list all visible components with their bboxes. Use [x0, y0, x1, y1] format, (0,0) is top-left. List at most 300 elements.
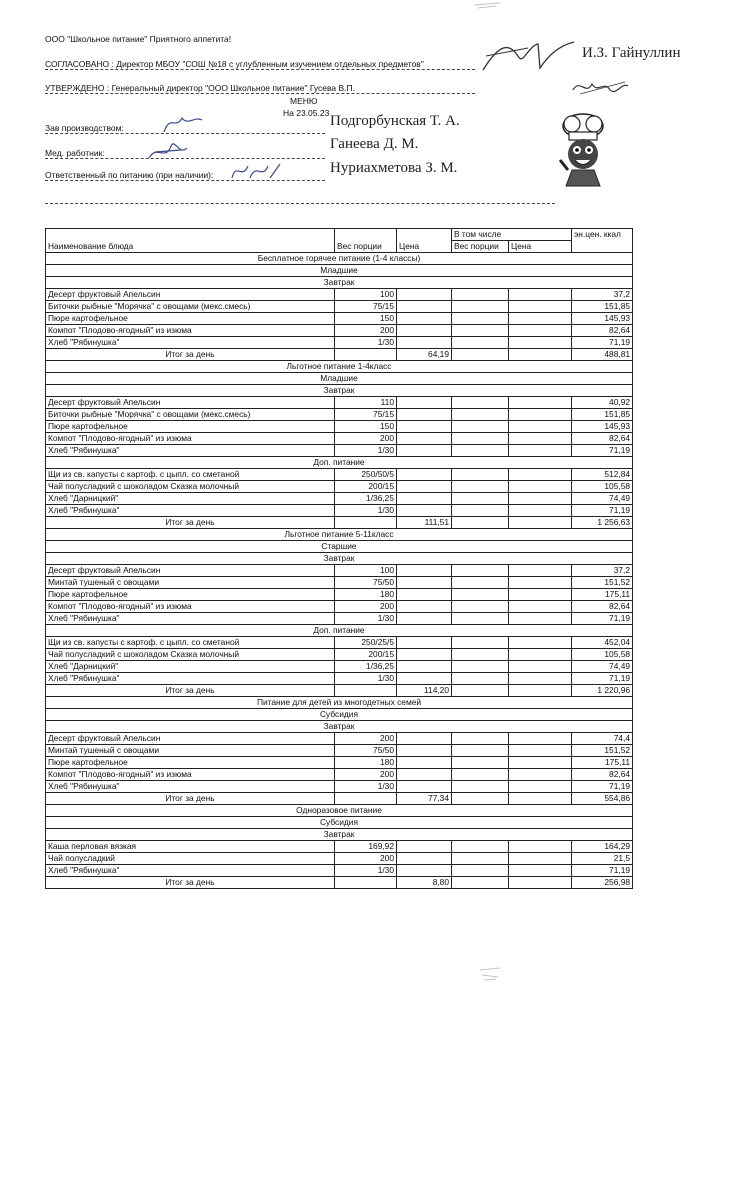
- dish-name-cell: Итог за день: [46, 517, 335, 529]
- section-label: Питание для детей из многодетных семей: [46, 697, 633, 709]
- price-cell: [397, 433, 452, 445]
- faint-stamp-mark: [472, 0, 502, 10]
- section-label: Одноразовое питание: [46, 805, 633, 817]
- sub-price-cell: [509, 649, 572, 661]
- price-cell: [397, 313, 452, 325]
- sub-price-cell: [509, 445, 572, 457]
- sub-price-cell: [509, 637, 572, 649]
- price-cell: [397, 589, 452, 601]
- portion-cell: 100: [335, 289, 397, 301]
- portion-cell: [335, 685, 397, 697]
- energy-cell: 488,81: [572, 349, 633, 361]
- energy-cell: 82,64: [572, 325, 633, 337]
- table-row: [46, 445, 633, 457]
- sub-price-cell: [509, 397, 572, 409]
- price-cell: [397, 481, 452, 493]
- section-label: Завтрак: [46, 829, 633, 841]
- section-label: Субсидия: [46, 817, 633, 829]
- energy-cell: 145,93: [572, 421, 633, 433]
- dish-name-cell: Итог за день: [46, 685, 335, 697]
- menu-title: МЕНЮ: [290, 96, 318, 106]
- dish-name-cell: Компот "Плодово-ягодный" из изюма: [46, 601, 335, 613]
- sub-price-cell: [509, 313, 572, 325]
- price-cell: [397, 337, 452, 349]
- section-label: Субсидия: [46, 709, 633, 721]
- table-row: [46, 769, 633, 781]
- sub-price-cell: [509, 289, 572, 301]
- portion-cell: [335, 877, 397, 889]
- company-line: ООО "Школьное питание" Приятного аппетита!: [45, 34, 232, 44]
- energy-cell: 175,11: [572, 589, 633, 601]
- total-row: [46, 877, 633, 889]
- portion-cell: 110: [335, 397, 397, 409]
- sub-price-cell: [509, 409, 572, 421]
- sub-portion-cell: [452, 661, 509, 673]
- price-cell: [397, 469, 452, 481]
- price-cell: [397, 613, 452, 625]
- dish-name-cell: Чай полусладкий с шоколадом Сказка молочный: [46, 481, 335, 493]
- production-label: Зав производством:: [45, 123, 124, 133]
- sub-price-cell: [509, 337, 572, 349]
- portion-cell: 250/25/5: [335, 637, 397, 649]
- energy-cell: 145,93: [572, 313, 633, 325]
- section-row: [46, 361, 633, 373]
- dish-name-cell: Хлеб "Рябинушка": [46, 673, 335, 685]
- sub-portion-cell: [452, 445, 509, 457]
- energy-cell: 175,11: [572, 757, 633, 769]
- sub-portion-cell: [452, 289, 509, 301]
- price-cell: [397, 757, 452, 769]
- sub-portion-cell: [452, 469, 509, 481]
- energy-cell: 74,49: [572, 493, 633, 505]
- energy-cell: 82,64: [572, 769, 633, 781]
- section-label: Старшие: [46, 541, 633, 553]
- section-row: [46, 817, 633, 829]
- responsible-signature: [228, 158, 283, 184]
- section-row: [46, 277, 633, 289]
- responsible-underline: [45, 180, 325, 181]
- sub-portion-cell: [452, 769, 509, 781]
- dish-name-cell: Каша перловая вязкая: [46, 841, 335, 853]
- price-cell: 8,80: [397, 877, 452, 889]
- sub-portion-cell: [452, 877, 509, 889]
- section-row: [46, 721, 633, 733]
- sub-portion-cell: [452, 397, 509, 409]
- table-row: [46, 409, 633, 421]
- sub-price-cell: [509, 685, 572, 697]
- sub-price-cell: [509, 421, 572, 433]
- energy-cell: 71,19: [572, 673, 633, 685]
- bottom-underline: [45, 203, 555, 204]
- portion-cell: 200: [335, 853, 397, 865]
- sub-portion-cell: [452, 313, 509, 325]
- director-signature: [478, 36, 578, 76]
- portion-cell: 1/30: [335, 337, 397, 349]
- section-label: Завтрак: [46, 277, 633, 289]
- price-cell: [397, 637, 452, 649]
- sub-price-cell: [509, 481, 572, 493]
- agreed-line: СОГЛАСОВАНО : Директор МБОУ "СОШ №18 с углубленным изучением отдельных предметов": [45, 59, 424, 69]
- dish-name-cell: Щи из св. капусты с картоф. с цыпл. со сметаной: [46, 469, 335, 481]
- sub-portion-cell: [452, 577, 509, 589]
- table-row: [46, 745, 633, 757]
- portion-cell: 1/30: [335, 673, 397, 685]
- table-row: [46, 637, 633, 649]
- dish-name-cell: Минтай тушеный с овощами: [46, 745, 335, 757]
- section-row: [46, 265, 633, 277]
- price-cell: [397, 301, 452, 313]
- price-cell: [397, 769, 452, 781]
- section-label: Доп. питание: [46, 457, 633, 469]
- sub-portion-cell: [452, 673, 509, 685]
- header-sub-portion: Вес порции: [452, 241, 509, 253]
- sub-portion-cell: [452, 433, 509, 445]
- header-including: В том числе: [452, 229, 572, 241]
- sub-portion-cell: [452, 745, 509, 757]
- price-cell: [397, 745, 452, 757]
- table-row: [46, 781, 633, 793]
- table-row: [46, 505, 633, 517]
- sub-price-cell: [509, 589, 572, 601]
- responsible-label: Ответственный по питанию (при наличии):: [45, 170, 214, 180]
- sub-portion-cell: [452, 781, 509, 793]
- portion-cell: 1/30: [335, 613, 397, 625]
- sub-price-cell: [509, 841, 572, 853]
- energy-cell: 71,19: [572, 505, 633, 517]
- dish-name-cell: Хлеб "Рябинушка": [46, 445, 335, 457]
- portion-cell: 1/30: [335, 865, 397, 877]
- energy-cell: 105,58: [572, 649, 633, 661]
- table-row: [46, 481, 633, 493]
- table-row: [46, 841, 633, 853]
- sub-portion-cell: [452, 853, 509, 865]
- production-signature: [160, 110, 205, 136]
- price-cell: [397, 445, 452, 457]
- portion-cell: 180: [335, 757, 397, 769]
- director-name: И.З. Гайнуллин: [582, 45, 681, 61]
- total-row: [46, 685, 633, 697]
- dish-name-cell: Биточки рыбные "Морячка" с овощами (мекс.смесь): [46, 301, 335, 313]
- section-row: [46, 541, 633, 553]
- price-cell: [397, 649, 452, 661]
- price-cell: [397, 493, 452, 505]
- section-label: Завтрак: [46, 385, 633, 397]
- section-label: Бесплатное горячее питание (1-4 классы): [46, 253, 633, 265]
- energy-cell: 256,98: [572, 877, 633, 889]
- medic-name: Ганеева Д. М.: [330, 136, 419, 152]
- dish-name-cell: Щи из св. капусты с картоф. с цыпл. со сметаной: [46, 637, 335, 649]
- section-row: [46, 529, 633, 541]
- portion-cell: 75/50: [335, 745, 397, 757]
- energy-cell: 40,92: [572, 397, 633, 409]
- section-row: [46, 373, 633, 385]
- sub-price-cell: [509, 601, 572, 613]
- portion-cell: [335, 793, 397, 805]
- price-cell: [397, 577, 452, 589]
- price-cell: [397, 505, 452, 517]
- section-label: Льготное питание 5-11класс: [46, 529, 633, 541]
- sub-price-cell: [509, 469, 572, 481]
- energy-cell: 74,4: [572, 733, 633, 745]
- dish-name-cell: Компот "Плодово-ягодный" из изюма: [46, 325, 335, 337]
- table-row: [46, 565, 633, 577]
- dish-name-cell: Итог за день: [46, 877, 335, 889]
- portion-cell: [335, 517, 397, 529]
- dish-name-cell: Итог за день: [46, 793, 335, 805]
- energy-cell: 82,64: [572, 433, 633, 445]
- dish-name-cell: Пюре картофельное: [46, 421, 335, 433]
- energy-cell: 21,5: [572, 853, 633, 865]
- table-row: [46, 673, 633, 685]
- responsible-name: Нуриахметова З. М.: [330, 160, 458, 176]
- sub-portion-cell: [452, 757, 509, 769]
- energy-cell: 37,2: [572, 289, 633, 301]
- section-row: [46, 805, 633, 817]
- sub-portion-cell: [452, 493, 509, 505]
- sub-price-cell: [509, 349, 572, 361]
- sub-portion-cell: [452, 637, 509, 649]
- dish-name-cell: Итог за день: [46, 349, 335, 361]
- approved-signature: [570, 76, 630, 100]
- table-row: [46, 601, 633, 613]
- sub-portion-cell: [452, 685, 509, 697]
- portion-cell: 1/30: [335, 445, 397, 457]
- section-label: Льготное питание 1-4класс: [46, 361, 633, 373]
- dish-name-cell: Хлеб "Рябинушка": [46, 865, 335, 877]
- table-row: [46, 433, 633, 445]
- total-row: [46, 349, 633, 361]
- sub-portion-cell: [452, 733, 509, 745]
- header-portion: Вес порции: [335, 229, 397, 253]
- sub-portion-cell: [452, 613, 509, 625]
- header-energy: эн.цен. ккал: [572, 229, 633, 253]
- energy-cell: 151,52: [572, 577, 633, 589]
- price-cell: [397, 289, 452, 301]
- energy-cell: 151,52: [572, 745, 633, 757]
- portion-cell: 1/30: [335, 781, 397, 793]
- energy-cell: 71,19: [572, 445, 633, 457]
- table-row: [46, 325, 633, 337]
- price-cell: [397, 673, 452, 685]
- table-row: [46, 853, 633, 865]
- portion-cell: 1/30: [335, 505, 397, 517]
- price-cell: [397, 781, 452, 793]
- dish-name-cell: Пюре картофельное: [46, 757, 335, 769]
- sub-portion-cell: [452, 421, 509, 433]
- production-name: Подгорбунская Т. А.: [330, 113, 460, 129]
- dish-name-cell: Десерт фруктовый Апельсин: [46, 565, 335, 577]
- table-row: [46, 757, 633, 769]
- menu-date: На 23.05.23: [283, 108, 330, 118]
- table-row: [46, 337, 633, 349]
- energy-cell: 71,19: [572, 613, 633, 625]
- sub-price-cell: [509, 733, 572, 745]
- energy-cell: 82,64: [572, 601, 633, 613]
- table-row: [46, 289, 633, 301]
- table-row: [46, 577, 633, 589]
- sub-portion-cell: [452, 517, 509, 529]
- header-price: Цена: [397, 229, 452, 253]
- chef-mascot-image: [552, 110, 614, 190]
- energy-cell: 1 220,96: [572, 685, 633, 697]
- price-cell: [397, 661, 452, 673]
- sub-portion-cell: [452, 481, 509, 493]
- portion-cell: 200: [335, 733, 397, 745]
- approved-underline: [45, 93, 475, 94]
- price-cell: [397, 841, 452, 853]
- portion-cell: 1/36,25: [335, 493, 397, 505]
- approved-line: УТВЕРЖДЕНО : Генеральный директор "ООО Школьное питание" Гусева В.П.: [45, 83, 356, 93]
- dish-name-cell: Компот "Плодово-ягодный" из изюма: [46, 433, 335, 445]
- section-row: [46, 697, 633, 709]
- portion-cell: 200: [335, 769, 397, 781]
- section-row: [46, 385, 633, 397]
- dish-name-cell: Хлеб "Рябинушка": [46, 505, 335, 517]
- sub-price-cell: [509, 769, 572, 781]
- portion-cell: 100: [335, 565, 397, 577]
- sub-price-cell: [509, 613, 572, 625]
- section-label: Младшие: [46, 265, 633, 277]
- dish-name-cell: Хлеб "Рябинушка": [46, 337, 335, 349]
- dish-name-cell: Пюре картофельное: [46, 589, 335, 601]
- table-row: [46, 313, 633, 325]
- table-row: [46, 493, 633, 505]
- energy-cell: 452,04: [572, 637, 633, 649]
- table-row: [46, 733, 633, 745]
- price-cell: [397, 601, 452, 613]
- dish-name-cell: Минтай тушеный с овощами: [46, 577, 335, 589]
- dish-name-cell: Хлеб "Рябинушка": [46, 781, 335, 793]
- sub-portion-cell: [452, 349, 509, 361]
- sub-portion-cell: [452, 841, 509, 853]
- portion-cell: 75/15: [335, 409, 397, 421]
- sub-portion-cell: [452, 565, 509, 577]
- energy-cell: 512,84: [572, 469, 633, 481]
- portion-cell: 150: [335, 421, 397, 433]
- sub-portion-cell: [452, 325, 509, 337]
- section-label: Завтрак: [46, 553, 633, 565]
- table-row: [46, 661, 633, 673]
- energy-cell: 71,19: [572, 781, 633, 793]
- table-row: [46, 421, 633, 433]
- portion-cell: 1/36,25: [335, 661, 397, 673]
- portion-cell: [335, 349, 397, 361]
- portion-cell: 200/15: [335, 649, 397, 661]
- dish-name-cell: Компот "Плодово-ягодный" из изюма: [46, 769, 335, 781]
- energy-cell: 164,29: [572, 841, 633, 853]
- portion-cell: 200/15: [335, 481, 397, 493]
- price-cell: 114,20: [397, 685, 452, 697]
- total-row: [46, 793, 633, 805]
- price-cell: [397, 397, 452, 409]
- dish-name-cell: Биточки рыбные "Морячка" с овощами (мекс.смесь): [46, 409, 335, 421]
- dish-name-cell: Чай полусладкий с шоколадом Сказка молочный: [46, 649, 335, 661]
- price-cell: [397, 733, 452, 745]
- sub-price-cell: [509, 505, 572, 517]
- sub-portion-cell: [452, 865, 509, 877]
- table-row: [46, 865, 633, 877]
- medic-signature: [145, 136, 190, 164]
- table-row: [46, 589, 633, 601]
- sub-portion-cell: [452, 793, 509, 805]
- portion-cell: 250/50/5: [335, 469, 397, 481]
- sub-price-cell: [509, 745, 572, 757]
- total-row: [46, 517, 633, 529]
- portion-cell: 200: [335, 601, 397, 613]
- section-label: Младшие: [46, 373, 633, 385]
- price-cell: [397, 853, 452, 865]
- sub-price-cell: [509, 661, 572, 673]
- dish-name-cell: Хлеб "Дарницкий": [46, 493, 335, 505]
- section-row: [46, 553, 633, 565]
- portion-cell: 150: [335, 313, 397, 325]
- dish-name-cell: Хлеб "Дарницкий": [46, 661, 335, 673]
- price-cell: [397, 325, 452, 337]
- table-row: [46, 301, 633, 313]
- sub-price-cell: [509, 793, 572, 805]
- section-row: [46, 625, 633, 637]
- table-row: [46, 397, 633, 409]
- sub-price-cell: [509, 565, 572, 577]
- energy-cell: 74,49: [572, 661, 633, 673]
- dish-name-cell: Хлеб "Рябинушка": [46, 613, 335, 625]
- dish-name-cell: Пюре картофельное: [46, 313, 335, 325]
- dish-name-cell: Десерт фруктовый Апельсин: [46, 733, 335, 745]
- sub-portion-cell: [452, 649, 509, 661]
- sub-price-cell: [509, 433, 572, 445]
- menu-table: [45, 228, 633, 889]
- sub-price-cell: [509, 325, 572, 337]
- sub-price-cell: [509, 517, 572, 529]
- dish-name-cell: Десерт фруктовый Апельсин: [46, 289, 335, 301]
- sub-price-cell: [509, 493, 572, 505]
- agreed-underline: [45, 69, 475, 70]
- portion-cell: 169,92: [335, 841, 397, 853]
- portion-cell: 75/15: [335, 301, 397, 313]
- section-label: Завтрак: [46, 721, 633, 733]
- sub-portion-cell: [452, 601, 509, 613]
- energy-cell: 71,19: [572, 337, 633, 349]
- energy-cell: 151,85: [572, 301, 633, 313]
- section-row: [46, 709, 633, 721]
- sub-portion-cell: [452, 301, 509, 313]
- price-cell: [397, 865, 452, 877]
- table-row: [46, 649, 633, 661]
- faint-stamp-mark: [478, 965, 502, 983]
- energy-cell: 37,2: [572, 565, 633, 577]
- sub-price-cell: [509, 853, 572, 865]
- sub-portion-cell: [452, 337, 509, 349]
- sub-portion-cell: [452, 409, 509, 421]
- table-header-row: [46, 229, 633, 241]
- sub-price-cell: [509, 865, 572, 877]
- table-row: [46, 469, 633, 481]
- sub-price-cell: [509, 301, 572, 313]
- price-cell: [397, 421, 452, 433]
- energy-cell: 554,86: [572, 793, 633, 805]
- energy-cell: 71,19: [572, 865, 633, 877]
- sub-portion-cell: [452, 505, 509, 517]
- price-cell: [397, 565, 452, 577]
- energy-cell: 1 256,63: [572, 517, 633, 529]
- energy-cell: 151,85: [572, 409, 633, 421]
- section-row: [46, 253, 633, 265]
- price-cell: [397, 409, 452, 421]
- medic-label: Мед. работник:: [45, 148, 105, 158]
- sub-price-cell: [509, 673, 572, 685]
- portion-cell: 200: [335, 433, 397, 445]
- price-cell: 111,51: [397, 517, 452, 529]
